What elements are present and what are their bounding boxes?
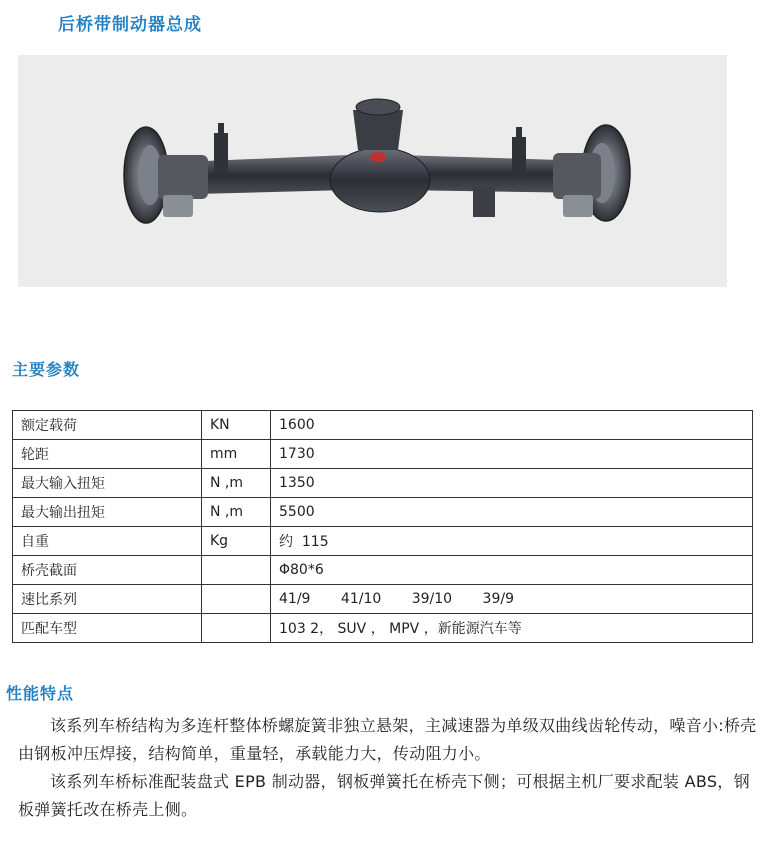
table-row — [13, 527, 753, 556]
param-name: 最大输入扭矩 — [13, 469, 202, 498]
table-row — [13, 440, 753, 469]
table-row — [13, 469, 753, 498]
param-value: 1730 — [271, 440, 753, 469]
params-table — [12, 410, 753, 643]
features-section-title: 性能特点 — [6, 684, 75, 703]
table-row — [13, 556, 753, 585]
rear-axle-illustration — [18, 55, 727, 287]
param-name: 额定载荷 — [13, 411, 202, 440]
param-name: 轮距 — [13, 440, 202, 469]
table-row — [13, 614, 753, 643]
param-value: 5500 — [271, 498, 753, 527]
param-unit: mm — [202, 440, 271, 469]
ratio-value: 39/9 — [482, 591, 514, 607]
param-name: 匹配车型 — [13, 614, 202, 643]
param-name: 桥壳截面 — [13, 556, 202, 585]
param-unit: KN — [202, 411, 271, 440]
param-unit — [202, 585, 271, 614]
feature-paragraph — [18, 712, 760, 768]
param-value: 1350 — [271, 469, 753, 498]
param-name: 自重 — [13, 527, 202, 556]
table-row — [13, 411, 753, 440]
param-value: 约 115 — [271, 527, 753, 556]
feature-text: 该系列车桥结构为多连杆整体桥螺旋簧非独立悬架，主减速器为单级双曲线齿轮传动，噪音小:桥壳由钢板冲压焊接，结构简单，重量轻，承载能力大，传动阻力小。 — [18, 716, 757, 763]
table-row — [13, 498, 753, 527]
feature-paragraph — [18, 768, 760, 824]
param-unit: Kg — [202, 527, 271, 556]
param-unit: N ,m — [202, 469, 271, 498]
ratio-value: 41/10 — [340, 591, 382, 607]
feature-text: 该系列车桥标准配装盘式 EPB 制动器，钢板弹簧托在桥壳下侧；可根据主机厂要求配装 ABS，钢板弹簧托改在桥壳上侧。 — [18, 772, 750, 819]
param-value-ratios — [271, 585, 753, 614]
param-value: 103 2， SUV ， MPV ，新能源汽车等 — [271, 614, 753, 643]
page-title: 后桥带制动器总成 — [58, 15, 202, 35]
param-unit — [202, 556, 271, 585]
params-section-title: 主要参数 — [12, 360, 81, 379]
param-value: Φ80*6 — [271, 556, 753, 585]
ratio-value: 39/10 — [411, 591, 453, 607]
param-unit: N ,m — [202, 498, 271, 527]
table-row — [13, 585, 753, 614]
param-name: 速比系列 — [13, 585, 202, 614]
ratio-value: 41/9 — [279, 591, 311, 607]
param-unit — [202, 614, 271, 643]
param-name: 最大输出扭矩 — [13, 498, 202, 527]
axle-photo — [18, 55, 727, 287]
param-value: 1600 — [271, 411, 753, 440]
